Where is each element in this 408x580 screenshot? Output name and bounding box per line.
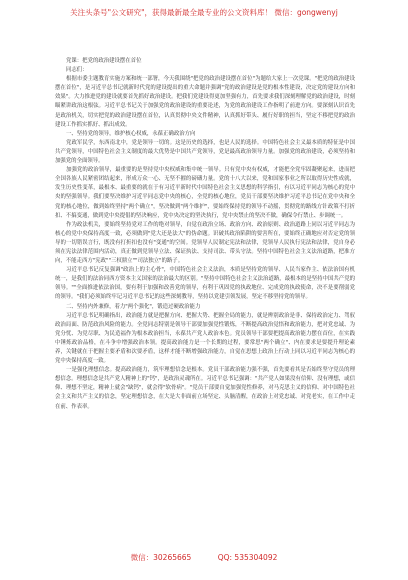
section-heading: 二、坚持内外兼修，着力"两个强化"，锻造过硬政治能力 (66, 303, 201, 310)
paragraph: 习近平总书记反复强调"政治上的主心骨"，中国特色社会主义法治，本质是坚持党的领导、人民当家作主、依法治国有机统一，是我们的法治同西方资本主义国家的法治最大的区别。"坚持中国特色社会主义法治道路，最根本的是坚持中国共产党的领导。""全面推进依法治国，要有利于加强和改善党的领导，有利于巩固党的执政地位、完成党的执政使命，决不是要削弱党的领导。"我们必须始终牢记习近平总书记的这些深刻教导，坚持以党建引领发展，坚定不移坚持党的领导。 (55, 267, 355, 301)
footer-contact (0, 553, 408, 563)
header-banner: 关注头条号"公文研究"，获得最新最全最专业的公文资料库！ 微信：gongwenyj (70, 8, 338, 17)
document-title: 党课：把党的政治建设摆在首位 (66, 58, 142, 64)
document-body (55, 57, 355, 412)
paragraph: 党政军民学，东西南北中，党是领导一切的。这是历史的选择，也是人民的选择。中国特色社会主义最本质的特征是中国共产党领导，中国特色社会主义制度的最大优势是中国共产党领导，党是最高政治领导力量。加强党的政治建设，必须坚持和加强党的全面领导。 (55, 139, 355, 165)
paragraph: 习近平总书记明确指出，政治能力就是把握方向、把握大势、把握全局的能力，就是辨别政治是非、保持政治定力、驾驭政治局面、防范政治风险的能力。全党同志特别是领导干部要加强党性锻炼，不断提高政治觉悟和政治能力，把对党忠诚、为党分忧、为党尽职、为民造福作为根本政治担当，永葆共产党人政治本色。党员领导干部要把提高政治能力摆在首位，在实践中锤炼政治品格，在斗争中增强政治本领。提高政治能力是一个长期的过程，要常思"两个确立"、内在要求是要提升理论素养，关键就在于把握主要矛盾和次要矛盾，这样才能不断增强政治能力，自觉在思想上政治上行动上同以习近平同志为核心的党中央保持高度一致。 (55, 312, 355, 365)
paragraph: 作为政法机关，要始终坚持党对工作的绝对领导，自觉在政治立场、政治方向、政治原则、政治道路上同以习近平同志为核心的党中央保持高度一致，必须做到"党大还是法大"的伪命题。识破其政治陷阱的要害所在，要始终正确地应对否定党的领导的一切错误言行，既没有打折扣也没有"变通"的空间。党领导人民制定宪法和法律，党领导人民执行宪法和法律，党自身必须在宪法法律范围内活动，真正做到党领导立法、保证执法、支持司法、带头守法。坚持中国特色社会主义法治道路，把准方向，不能走西方"宪政""三权鼎立""司法独立"的路子。 (55, 221, 355, 265)
section-heading: 一、坚持党的领导，维护核心权威，永葆正确政治方向 (66, 130, 196, 137)
salutation: 同志们： (66, 67, 88, 74)
paragraph: 根据市委主题教育实施方案和统一部署，今天我围绕"把党的政治建设摆在首位"为题给大家上一次党课。"把党的政治建设摆在首位"，是习近平总书记就新时代党的建设提出的重大命题并强调"党的政治建设是党的根本性建设，决定党的建设方向和效果"。大力推进党的建设就要首先抓好政治建设。把我们党建设得更加坚强有力，首先要求我们深刻理解党的政治建设，时刻瞄紧讲政治这根弦。习近平总书记关于加强党的政治建设的重要论述，为党的政治建设工作指明了前进方向。要深刻认识首先是政治机关，切实把党的政治建设摆在首位，认真贯彻中央文件精神，认真抓好带头、履行好职的担当，坚定不移把党的政治建设工作抓实抓好、抓出成效。 (55, 76, 355, 128)
paragraph: 加强党的政治领导，最重要的是坚持党中央权威和集中统一领导。只有党中央有权威，才能把全党牢固凝聚起来，进而把全国各族人民紧密团结起来，形成万众一心、无坚不摧的磅礴力量。党的十八大以来，党和国家事业之所以取得历史性成就，发生历史性变革，最根本、最重要的就在于有习近平新时代中国特色社会主义思想的科学指引，有以习近平同志为核心的党中央的坚强领导。我们要坚决维护习近平同志党中央的核心，全党的核心地位，党员干部要坚决维护习近平总书记在党中央和全党的核心地位，做到始终坚持"两个确立"，坚决做到"两个维护"，要始终保持党的领导不动摇，贯彻党的路线方针政策不打折扣、不搞变通，做到党中央提倡的坚决响应，党中央决定的坚决执行，党中央禁止的坚决不做，确保令行禁止、步调统一。 (55, 167, 355, 219)
footer-wechat: 微信：30265665 (130, 553, 192, 562)
paragraph: 一是强化理想信念。提高政治能力，筑牢理想信念是根本。党员干部政治能力强不强，首先要看其是否始终坚守党员的理想信念。理想信念是共产党人精神上的"钙"，是政治灵魂所在。习近平总书记强调："共产党人如果没有信仰、没有理想，或信仰、理想不坚定，精神上就会"缺钙"，就会得"软骨病"。"党员干部要自觉加强党性修养，对马克思主义的信仰、对中国特色社会主义和共产主义的信念，坚定理想信念，在大是大非面前立场坚定、头脑清醒，在政治上对党忠诚、对党老实，在工作中走在前、作表率。 (55, 367, 355, 410)
footer-qq: QQ: 535304092 (217, 553, 278, 562)
